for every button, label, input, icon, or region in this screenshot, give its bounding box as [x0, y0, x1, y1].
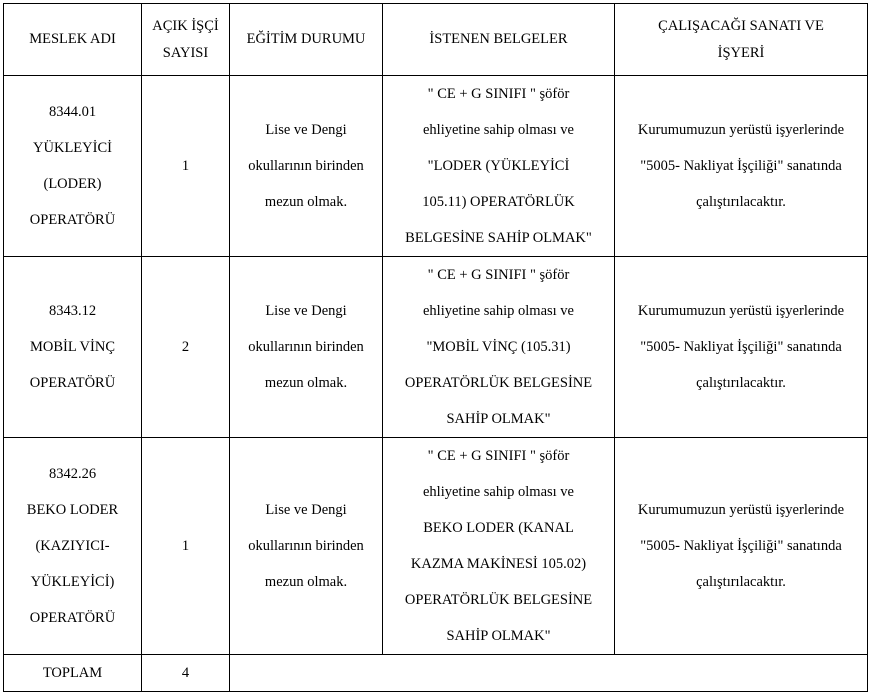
cell-line: " CE + G SINIFI " şöför — [427, 448, 570, 464]
cell-line: "5005- Nakliyat İşçiliği" sanatında — [640, 339, 842, 355]
job-openings-table — [3, 3, 868, 692]
cell-sayi: 1 — [142, 76, 230, 257]
cell-line: OPERATÖRLÜK BELGESİNE — [404, 375, 593, 391]
cell-line: çalıştırılacaktır. — [696, 194, 786, 210]
cell-belgeler — [383, 257, 615, 438]
cell-line: OPERATÖRÜ — [29, 375, 116, 391]
total-label: TOPLAM — [4, 655, 142, 692]
cell-line: ehliyetine sahip olması ve — [422, 303, 574, 319]
cell-line: "5005- Nakliyat İşçiliği" sanatında — [640, 158, 842, 174]
total-empty-cell — [230, 655, 868, 692]
table-row — [4, 76, 868, 257]
header-calisacagi-sanati — [615, 4, 868, 76]
table-row — [4, 257, 868, 438]
table-row — [4, 438, 868, 655]
cell-line: 8343.12 — [48, 303, 97, 319]
cell-belgeler — [383, 76, 615, 257]
cell-sanat — [615, 257, 868, 438]
cell-line: ehliyetine sahip olması ve — [422, 484, 574, 500]
header-egitim-durumu: EĞİTİM DURUMU — [230, 4, 383, 76]
header-line: ÇALIŞACAĞI SANATI VE — [658, 17, 824, 34]
total-value: 4 — [142, 655, 230, 692]
cell-line: Lise ve Dengi — [265, 122, 347, 138]
cell-line: " CE + G SINIFI " şöför — [427, 86, 570, 102]
cell-egitim — [230, 257, 383, 438]
cell-meslek — [4, 257, 142, 438]
cell-line: MOBİL VİNÇ — [30, 339, 115, 355]
cell-line: "MOBİL VİNÇ (105.31) — [426, 339, 571, 355]
cell-line: okullarının birinden — [248, 339, 364, 355]
cell-line: mezun olmak. — [264, 194, 348, 210]
total-row — [4, 655, 868, 692]
cell-belgeler — [383, 438, 615, 655]
cell-line: YÜKLEYİCİ) — [30, 574, 115, 590]
cell-sayi: 1 — [142, 438, 230, 655]
cell-line: Kurumumuzun yerüstü işyerlerinde — [637, 502, 845, 518]
cell-line: 8344.01 — [48, 104, 97, 120]
cell-line: OPERATÖRÜ — [29, 212, 116, 228]
header-line: AÇIK İŞÇİ — [152, 17, 219, 34]
cell-line: SAHİP OLMAK" — [446, 628, 551, 644]
cell-line: 8342.26 — [48, 466, 97, 482]
cell-line: (LODER) — [43, 176, 102, 192]
cell-line: OPERATÖRLÜK BELGESİNE — [404, 592, 593, 608]
cell-sanat — [615, 76, 868, 257]
cell-line: (KAZIYICI- — [35, 538, 110, 554]
header-meslek-adi: MESLEK ADI — [4, 4, 142, 76]
cell-line: KAZMA MAKİNESİ 105.02) — [410, 556, 587, 572]
cell-line: "LODER (YÜKLEYİCİ — [427, 158, 570, 174]
cell-line: okullarının birinden — [248, 538, 364, 554]
cell-egitim — [230, 438, 383, 655]
cell-line: Kurumumuzun yerüstü işyerlerinde — [637, 122, 845, 138]
header-line: İŞYERİ — [717, 44, 765, 61]
cell-line: ehliyetine sahip olması ve — [422, 122, 574, 138]
cell-line: BELGESİNE SAHİP OLMAK" — [405, 230, 592, 246]
cell-meslek — [4, 76, 142, 257]
cell-line: mezun olmak. — [264, 574, 348, 590]
cell-line: Kurumumuzun yerüstü işyerlerinde — [637, 303, 845, 319]
cell-line: SAHİP OLMAK" — [446, 411, 551, 427]
header-istenen-belgeler: İSTENEN BELGELER — [383, 4, 615, 76]
cell-egitim — [230, 76, 383, 257]
cell-line: BEKO LODER — [26, 502, 119, 518]
cell-line: mezun olmak. — [264, 375, 348, 391]
cell-meslek — [4, 438, 142, 655]
cell-line: okullarının birinden — [248, 158, 364, 174]
cell-line: Lise ve Dengi — [265, 303, 347, 319]
cell-line: YÜKLEYİCİ — [33, 140, 112, 156]
cell-line: 105.11) OPERATÖRLÜK — [422, 194, 575, 210]
cell-line: çalıştırılacaktır. — [696, 375, 786, 391]
header-line: SAYISI — [162, 44, 209, 61]
header-row — [4, 4, 868, 76]
cell-line: BEKO LODER (KANAL — [423, 520, 574, 536]
cell-line: Lise ve Dengi — [265, 502, 347, 518]
cell-line: çalıştırılacaktır. — [696, 574, 786, 590]
cell-sayi: 2 — [142, 257, 230, 438]
cell-line: OPERATÖRÜ — [29, 610, 116, 626]
cell-line: " CE + G SINIFI " şöför — [427, 267, 570, 283]
header-acik-isci-sayisi — [142, 4, 230, 76]
cell-sanat — [615, 438, 868, 655]
cell-line: "5005- Nakliyat İşçiliği" sanatında — [640, 538, 842, 554]
